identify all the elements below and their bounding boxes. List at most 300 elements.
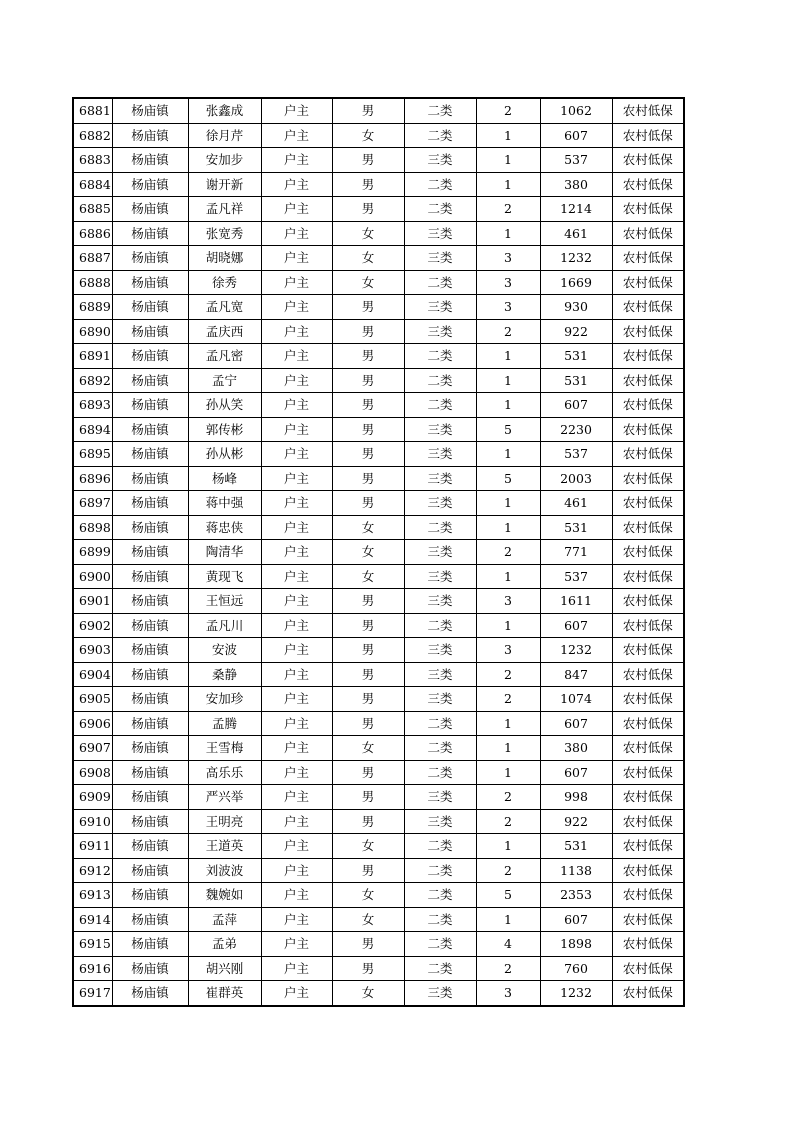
cell-name: 黄现飞 — [188, 564, 261, 589]
cell-id: 6895 — [73, 442, 112, 467]
cell-category: 三类 — [404, 981, 476, 1006]
cell-household-size: 1 — [476, 344, 540, 369]
cell-household-size: 1 — [476, 368, 540, 393]
cell-program: 农村低保 — [612, 956, 684, 981]
cell-gender: 男 — [332, 662, 404, 687]
table-row — [73, 907, 684, 932]
cell-program: 农村低保 — [612, 442, 684, 467]
cell-program: 农村低保 — [612, 417, 684, 442]
cell-relation: 户主 — [261, 662, 332, 687]
cell-id: 6899 — [73, 540, 112, 565]
cell-program: 农村低保 — [612, 907, 684, 932]
cell-household-size: 2 — [476, 662, 540, 687]
cell-relation: 户主 — [261, 123, 332, 148]
cell-program: 农村低保 — [612, 883, 684, 908]
cell-gender: 女 — [332, 246, 404, 271]
table-row — [73, 344, 684, 369]
cell-household-size: 1 — [476, 711, 540, 736]
cell-town: 杨庙镇 — [112, 540, 188, 565]
cell-category: 二类 — [404, 760, 476, 785]
cell-amount: 607 — [540, 907, 612, 932]
cell-name: 王明亮 — [188, 809, 261, 834]
cell-amount: 1232 — [540, 246, 612, 271]
cell-name: 孟宁 — [188, 368, 261, 393]
cell-relation: 户主 — [261, 711, 332, 736]
cell-program: 农村低保 — [612, 760, 684, 785]
cell-amount: 607 — [540, 613, 612, 638]
cell-town: 杨庙镇 — [112, 564, 188, 589]
cell-program: 农村低保 — [612, 540, 684, 565]
cell-town: 杨庙镇 — [112, 907, 188, 932]
cell-program: 农村低保 — [612, 221, 684, 246]
cell-amount: 998 — [540, 785, 612, 810]
cell-town: 杨庙镇 — [112, 589, 188, 614]
cell-town: 杨庙镇 — [112, 466, 188, 491]
cell-relation: 户主 — [261, 613, 332, 638]
cell-relation: 户主 — [261, 344, 332, 369]
cell-category: 三类 — [404, 442, 476, 467]
cell-name: 蒋中强 — [188, 491, 261, 516]
cell-relation: 户主 — [261, 589, 332, 614]
cell-name: 魏婉如 — [188, 883, 261, 908]
cell-id: 6905 — [73, 687, 112, 712]
cell-name: 高乐乐 — [188, 760, 261, 785]
table-row — [73, 515, 684, 540]
table-row — [73, 809, 684, 834]
cell-town: 杨庙镇 — [112, 172, 188, 197]
cell-town: 杨庙镇 — [112, 368, 188, 393]
cell-town: 杨庙镇 — [112, 760, 188, 785]
cell-name: 严兴举 — [188, 785, 261, 810]
cell-category: 二类 — [404, 907, 476, 932]
cell-name: 杨峰 — [188, 466, 261, 491]
table-row — [73, 442, 684, 467]
cell-id: 6907 — [73, 736, 112, 761]
cell-gender: 男 — [332, 760, 404, 785]
cell-town: 杨庙镇 — [112, 785, 188, 810]
cell-gender: 男 — [332, 344, 404, 369]
cell-amount: 461 — [540, 491, 612, 516]
table-row — [73, 172, 684, 197]
cell-amount: 531 — [540, 515, 612, 540]
cell-program: 农村低保 — [612, 270, 684, 295]
cell-gender: 女 — [332, 564, 404, 589]
cell-name: 刘波波 — [188, 858, 261, 883]
cell-relation: 户主 — [261, 932, 332, 957]
table-row — [73, 736, 684, 761]
cell-amount: 760 — [540, 956, 612, 981]
cell-amount: 1898 — [540, 932, 612, 957]
cell-town: 杨庙镇 — [112, 197, 188, 222]
cell-name: 安加珍 — [188, 687, 261, 712]
cell-id: 6911 — [73, 834, 112, 859]
cell-relation: 户主 — [261, 834, 332, 859]
cell-category: 二类 — [404, 172, 476, 197]
cell-program: 农村低保 — [612, 98, 684, 123]
cell-relation: 户主 — [261, 221, 332, 246]
cell-gender: 男 — [332, 785, 404, 810]
cell-id: 6887 — [73, 246, 112, 271]
table-row — [73, 662, 684, 687]
cell-gender: 男 — [332, 295, 404, 320]
cell-program: 农村低保 — [612, 393, 684, 418]
cell-relation: 户主 — [261, 907, 332, 932]
cell-relation: 户主 — [261, 883, 332, 908]
cell-town: 杨庙镇 — [112, 858, 188, 883]
cell-household-size: 1 — [476, 442, 540, 467]
cell-name: 桑静 — [188, 662, 261, 687]
cell-gender: 女 — [332, 883, 404, 908]
cell-relation: 户主 — [261, 368, 332, 393]
cell-amount: 1232 — [540, 981, 612, 1006]
table-row — [73, 393, 684, 418]
cell-name: 胡晓娜 — [188, 246, 261, 271]
cell-household-size: 1 — [476, 148, 540, 173]
table-row — [73, 638, 684, 663]
cell-gender: 女 — [332, 123, 404, 148]
cell-category: 三类 — [404, 662, 476, 687]
cell-program: 农村低保 — [612, 491, 684, 516]
cell-household-size: 1 — [476, 760, 540, 785]
cell-category: 三类 — [404, 319, 476, 344]
cell-id: 6915 — [73, 932, 112, 957]
cell-relation: 户主 — [261, 760, 332, 785]
cell-household-size: 2 — [476, 687, 540, 712]
cell-household-size: 1 — [476, 613, 540, 638]
cell-household-size: 3 — [476, 270, 540, 295]
cell-name: 孟腾 — [188, 711, 261, 736]
cell-amount: 537 — [540, 442, 612, 467]
cell-town: 杨庙镇 — [112, 344, 188, 369]
table-row — [73, 98, 684, 123]
cell-amount: 380 — [540, 736, 612, 761]
cell-amount: 380 — [540, 172, 612, 197]
cell-household-size: 1 — [476, 564, 540, 589]
table-row — [73, 956, 684, 981]
cell-relation: 户主 — [261, 246, 332, 271]
cell-town: 杨庙镇 — [112, 711, 188, 736]
cell-id: 6885 — [73, 197, 112, 222]
table-row — [73, 932, 684, 957]
cell-category: 二类 — [404, 123, 476, 148]
cell-category: 三类 — [404, 417, 476, 442]
cell-name: 孟凡祥 — [188, 197, 261, 222]
cell-town: 杨庙镇 — [112, 809, 188, 834]
cell-town: 杨庙镇 — [112, 638, 188, 663]
table-row — [73, 785, 684, 810]
cell-program: 农村低保 — [612, 711, 684, 736]
cell-name: 孟萍 — [188, 907, 261, 932]
cell-gender: 男 — [332, 442, 404, 467]
cell-amount: 1214 — [540, 197, 612, 222]
cell-program: 农村低保 — [612, 809, 684, 834]
cell-program: 农村低保 — [612, 344, 684, 369]
table-body — [73, 98, 684, 1006]
table-row — [73, 368, 684, 393]
cell-program: 农村低保 — [612, 564, 684, 589]
cell-relation: 户主 — [261, 319, 332, 344]
cell-relation: 户主 — [261, 270, 332, 295]
cell-id: 6916 — [73, 956, 112, 981]
cell-relation: 户主 — [261, 98, 332, 123]
cell-amount: 1232 — [540, 638, 612, 663]
cell-town: 杨庙镇 — [112, 662, 188, 687]
cell-program: 农村低保 — [612, 123, 684, 148]
cell-gender: 女 — [332, 515, 404, 540]
cell-relation: 户主 — [261, 858, 332, 883]
cell-household-size: 4 — [476, 932, 540, 957]
table-row — [73, 613, 684, 638]
cell-amount: 2353 — [540, 883, 612, 908]
cell-amount: 607 — [540, 711, 612, 736]
table-row — [73, 687, 684, 712]
cell-category: 二类 — [404, 368, 476, 393]
cell-relation: 户主 — [261, 491, 332, 516]
cell-relation: 户主 — [261, 564, 332, 589]
cell-amount: 1074 — [540, 687, 612, 712]
cell-amount: 930 — [540, 295, 612, 320]
cell-household-size: 1 — [476, 736, 540, 761]
cell-name: 安加步 — [188, 148, 261, 173]
table-row — [73, 295, 684, 320]
cell-category: 三类 — [404, 466, 476, 491]
cell-amount: 771 — [540, 540, 612, 565]
cell-id: 6896 — [73, 466, 112, 491]
cell-name: 王恒远 — [188, 589, 261, 614]
cell-town: 杨庙镇 — [112, 148, 188, 173]
cell-household-size: 1 — [476, 834, 540, 859]
cell-name: 徐秀 — [188, 270, 261, 295]
cell-amount: 607 — [540, 123, 612, 148]
cell-household-size: 2 — [476, 98, 540, 123]
cell-id: 6891 — [73, 344, 112, 369]
cell-category: 三类 — [404, 589, 476, 614]
table-row — [73, 491, 684, 516]
cell-program: 农村低保 — [612, 858, 684, 883]
cell-id: 6906 — [73, 711, 112, 736]
cell-relation: 户主 — [261, 956, 332, 981]
cell-gender: 男 — [332, 417, 404, 442]
cell-category: 二类 — [404, 711, 476, 736]
cell-category: 二类 — [404, 344, 476, 369]
cell-amount: 1138 — [540, 858, 612, 883]
cell-town: 杨庙镇 — [112, 956, 188, 981]
cell-name: 孙从笑 — [188, 393, 261, 418]
cell-program: 农村低保 — [612, 736, 684, 761]
cell-amount: 607 — [540, 393, 612, 418]
cell-name: 安波 — [188, 638, 261, 663]
table-row — [73, 221, 684, 246]
cell-program: 农村低保 — [612, 834, 684, 859]
cell-id: 6904 — [73, 662, 112, 687]
cell-gender: 女 — [332, 834, 404, 859]
cell-category: 二类 — [404, 613, 476, 638]
cell-id: 6889 — [73, 295, 112, 320]
cell-relation: 户主 — [261, 540, 332, 565]
cell-id: 6913 — [73, 883, 112, 908]
cell-gender: 男 — [332, 711, 404, 736]
cell-household-size: 2 — [476, 197, 540, 222]
cell-program: 农村低保 — [612, 687, 684, 712]
cell-category: 二类 — [404, 858, 476, 883]
cell-gender: 男 — [332, 687, 404, 712]
cell-name: 孟凡川 — [188, 613, 261, 638]
cell-category: 二类 — [404, 834, 476, 859]
cell-relation: 户主 — [261, 417, 332, 442]
cell-town: 杨庙镇 — [112, 491, 188, 516]
cell-program: 农村低保 — [612, 662, 684, 687]
cell-name: 孙从彬 — [188, 442, 261, 467]
cell-amount: 531 — [540, 834, 612, 859]
cell-category: 三类 — [404, 564, 476, 589]
cell-id: 6909 — [73, 785, 112, 810]
cell-category: 二类 — [404, 197, 476, 222]
cell-amount: 1611 — [540, 589, 612, 614]
cell-gender: 男 — [332, 393, 404, 418]
table-row — [73, 246, 684, 271]
cell-relation: 户主 — [261, 466, 332, 491]
cell-town: 杨庙镇 — [112, 515, 188, 540]
cell-id: 6882 — [73, 123, 112, 148]
cell-category: 二类 — [404, 515, 476, 540]
cell-name: 孟凡密 — [188, 344, 261, 369]
cell-gender: 女 — [332, 270, 404, 295]
cell-household-size: 3 — [476, 589, 540, 614]
cell-id: 6903 — [73, 638, 112, 663]
cell-category: 二类 — [404, 393, 476, 418]
cell-id: 6884 — [73, 172, 112, 197]
cell-gender: 男 — [332, 172, 404, 197]
cell-town: 杨庙镇 — [112, 442, 188, 467]
cell-amount: 2003 — [540, 466, 612, 491]
cell-town: 杨庙镇 — [112, 393, 188, 418]
cell-name: 张鑫成 — [188, 98, 261, 123]
cell-category: 三类 — [404, 221, 476, 246]
cell-relation: 户主 — [261, 736, 332, 761]
cell-category: 三类 — [404, 638, 476, 663]
cell-town: 杨庙镇 — [112, 981, 188, 1006]
cell-gender: 男 — [332, 368, 404, 393]
cell-id: 6892 — [73, 368, 112, 393]
cell-amount: 922 — [540, 809, 612, 834]
cell-relation: 户主 — [261, 442, 332, 467]
cell-id: 6910 — [73, 809, 112, 834]
cell-amount: 2230 — [540, 417, 612, 442]
cell-program: 农村低保 — [612, 638, 684, 663]
cell-id: 6898 — [73, 515, 112, 540]
table-row — [73, 760, 684, 785]
cell-category: 三类 — [404, 540, 476, 565]
cell-town: 杨庙镇 — [112, 687, 188, 712]
roster-table — [72, 97, 685, 1007]
cell-gender: 男 — [332, 589, 404, 614]
cell-town: 杨庙镇 — [112, 319, 188, 344]
cell-amount: 1062 — [540, 98, 612, 123]
cell-amount: 537 — [540, 148, 612, 173]
cell-program: 农村低保 — [612, 785, 684, 810]
cell-program: 农村低保 — [612, 172, 684, 197]
cell-name: 陶清华 — [188, 540, 261, 565]
cell-household-size: 1 — [476, 123, 540, 148]
cell-category: 三类 — [404, 295, 476, 320]
cell-category: 二类 — [404, 883, 476, 908]
cell-household-size: 1 — [476, 172, 540, 197]
cell-household-size: 3 — [476, 295, 540, 320]
cell-relation: 户主 — [261, 172, 332, 197]
cell-name: 蒋忠侠 — [188, 515, 261, 540]
cell-name: 王道英 — [188, 834, 261, 859]
cell-household-size: 2 — [476, 785, 540, 810]
cell-id: 6900 — [73, 564, 112, 589]
cell-category: 三类 — [404, 687, 476, 712]
table-row — [73, 123, 684, 148]
cell-household-size: 1 — [476, 907, 540, 932]
cell-category: 三类 — [404, 148, 476, 173]
cell-id: 6902 — [73, 613, 112, 638]
cell-name: 崔群英 — [188, 981, 261, 1006]
cell-household-size: 1 — [476, 491, 540, 516]
cell-household-size: 1 — [476, 393, 540, 418]
cell-gender: 男 — [332, 491, 404, 516]
cell-id: 6901 — [73, 589, 112, 614]
cell-program: 农村低保 — [612, 932, 684, 957]
cell-household-size: 1 — [476, 221, 540, 246]
cell-relation: 户主 — [261, 197, 332, 222]
cell-town: 杨庙镇 — [112, 123, 188, 148]
cell-amount: 461 — [540, 221, 612, 246]
cell-program: 农村低保 — [612, 515, 684, 540]
cell-gender: 男 — [332, 197, 404, 222]
table-row — [73, 564, 684, 589]
cell-town: 杨庙镇 — [112, 246, 188, 271]
cell-gender: 女 — [332, 736, 404, 761]
cell-household-size: 2 — [476, 858, 540, 883]
cell-relation: 户主 — [261, 295, 332, 320]
table-row — [73, 148, 684, 173]
cell-gender: 男 — [332, 613, 404, 638]
cell-category: 二类 — [404, 98, 476, 123]
cell-id: 6894 — [73, 417, 112, 442]
cell-gender: 男 — [332, 809, 404, 834]
cell-id: 6883 — [73, 148, 112, 173]
cell-gender: 男 — [332, 319, 404, 344]
cell-name: 胡兴刚 — [188, 956, 261, 981]
cell-town: 杨庙镇 — [112, 932, 188, 957]
cell-relation: 户主 — [261, 785, 332, 810]
cell-amount: 1669 — [540, 270, 612, 295]
cell-relation: 户主 — [261, 148, 332, 173]
cell-gender: 男 — [332, 148, 404, 173]
table-row — [73, 711, 684, 736]
table-row — [73, 319, 684, 344]
cell-name: 孟庆西 — [188, 319, 261, 344]
cell-household-size: 5 — [476, 417, 540, 442]
cell-program: 农村低保 — [612, 981, 684, 1006]
cell-program: 农村低保 — [612, 319, 684, 344]
cell-relation: 户主 — [261, 809, 332, 834]
cell-id: 6912 — [73, 858, 112, 883]
cell-town: 杨庙镇 — [112, 736, 188, 761]
cell-relation: 户主 — [261, 515, 332, 540]
cell-program: 农村低保 — [612, 368, 684, 393]
cell-gender: 男 — [332, 466, 404, 491]
cell-relation: 户主 — [261, 638, 332, 663]
cell-category: 三类 — [404, 246, 476, 271]
cell-gender: 女 — [332, 221, 404, 246]
cell-id: 6893 — [73, 393, 112, 418]
cell-town: 杨庙镇 — [112, 834, 188, 859]
cell-relation: 户主 — [261, 687, 332, 712]
